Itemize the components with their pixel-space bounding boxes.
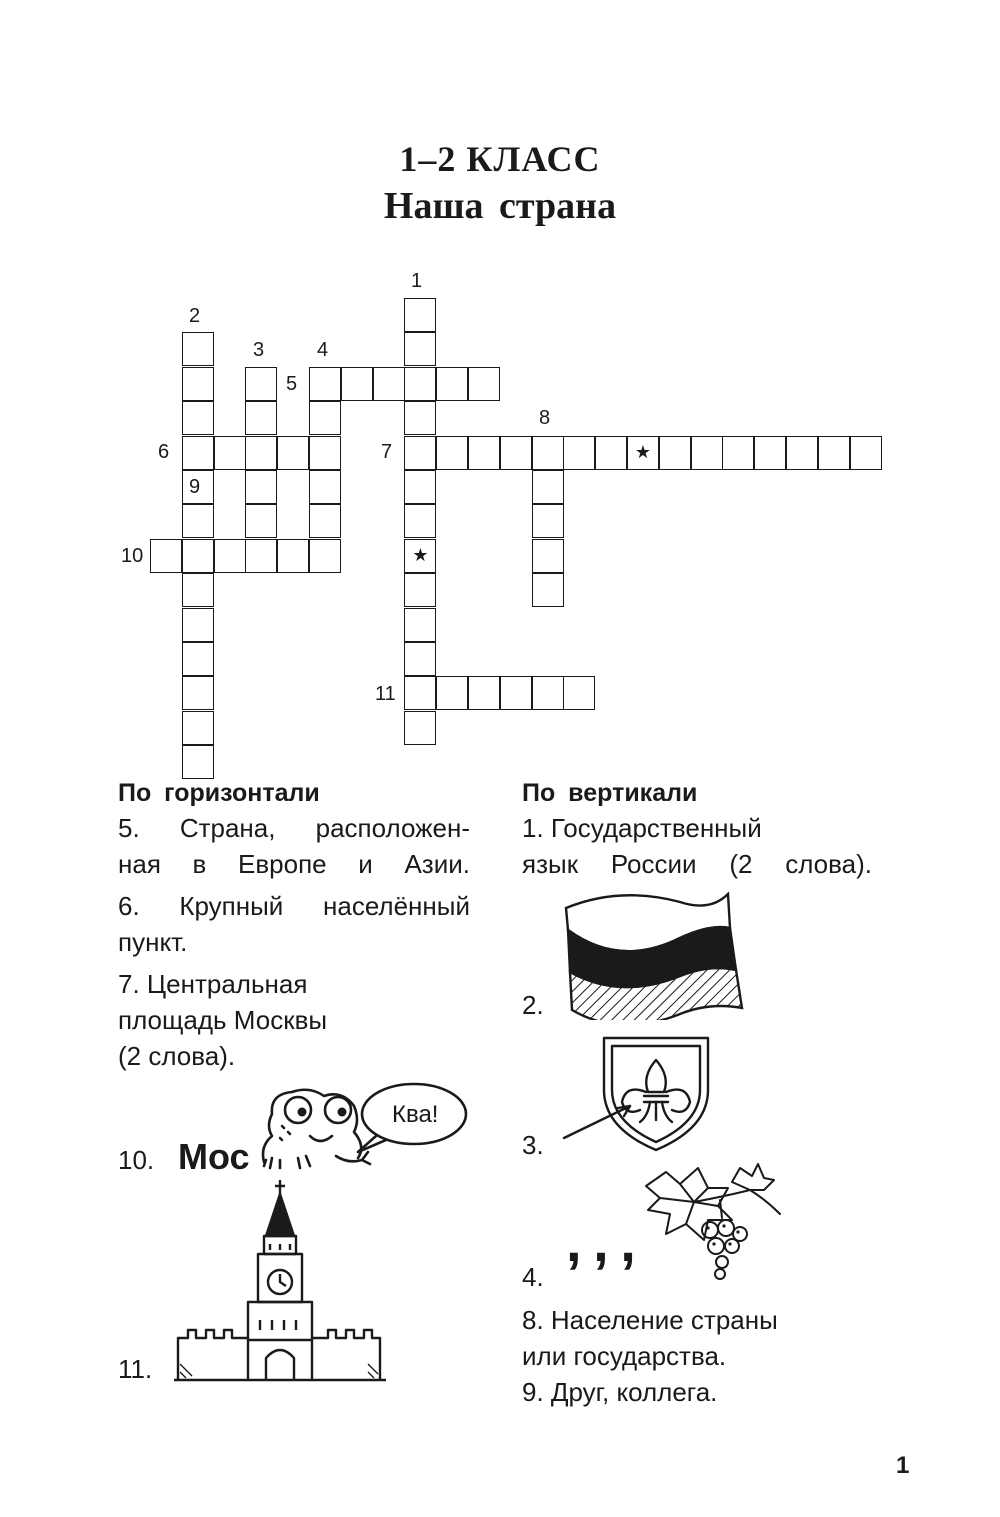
frog-picture [258, 1060, 474, 1176]
crossword-cell[interactable] [277, 436, 309, 470]
crossword-cell[interactable] [468, 676, 500, 710]
across-clues [118, 776, 470, 1074]
crossword-cell[interactable] [532, 504, 564, 538]
crossword-cell[interactable] [150, 539, 182, 573]
crossword-cell[interactable] [182, 436, 214, 470]
clue-6-line-2: пункт. [118, 927, 188, 957]
crossword-cell[interactable] [245, 539, 277, 573]
clue-4-label: 4. [522, 1262, 544, 1292]
grid-number-6: 6 [158, 441, 170, 463]
grid-number-3: 3 [253, 339, 265, 361]
crossword-cell[interactable] [182, 745, 214, 779]
page-number: 1 [896, 1452, 910, 1479]
crossword-cell[interactable] [214, 539, 246, 573]
crossword-cell[interactable] [404, 573, 436, 607]
crossword-cell[interactable] [309, 470, 341, 504]
clue-5-line-2: ная в Европе и Азии. [118, 849, 470, 879]
clue-11-label: 11. [118, 1354, 153, 1384]
crossword-cell[interactable] [182, 676, 214, 710]
crossword-cell[interactable] [786, 436, 818, 470]
crossword-cell[interactable] [436, 367, 468, 401]
currant-berry-picture [636, 1158, 786, 1284]
crossword-cell[interactable] [500, 676, 532, 710]
crossword-cell[interactable] [182, 711, 214, 745]
clue-1-line-1: 1. Государственный [522, 813, 762, 843]
crossword-cell[interactable] [309, 539, 341, 573]
grid-number-1: 1 [411, 270, 423, 292]
clue-8-line-1: 8. Население страны [522, 1305, 778, 1335]
grid-number-5: 5 [286, 373, 298, 395]
crossword-cell[interactable] [182, 332, 214, 366]
page-title: Наша страна [383, 185, 617, 227]
crossword-cell[interactable] [532, 436, 564, 470]
crossword-cell[interactable] [850, 436, 882, 470]
crossword-cell[interactable] [404, 608, 436, 642]
frog-speech-text: Ква! [392, 1101, 439, 1128]
grid-number-4: 4 [317, 339, 329, 361]
crossword-cell[interactable] [404, 401, 436, 435]
crossword-cell[interactable] [182, 504, 214, 538]
clue-10-word: Мос [178, 1136, 250, 1177]
grid-number-7: 7 [381, 441, 393, 463]
crossword-cell[interactable] [182, 367, 214, 401]
crossword-cell[interactable] [245, 401, 277, 435]
crossword-cell[interactable] [182, 539, 214, 573]
crossword-cell[interactable] [404, 676, 436, 710]
crossword-cell[interactable] [691, 436, 723, 470]
crossword-cell[interactable] [563, 436, 595, 470]
crossword-cell[interactable] [595, 436, 627, 470]
crossword-cell[interactable] [754, 436, 786, 470]
clue-7-line-3: (2 слова). [118, 1041, 236, 1071]
crossword-cell[interactable] [245, 504, 277, 538]
grid-number-10: 10 [121, 545, 144, 567]
down-clues [522, 776, 872, 882]
crossword-cell[interactable] [404, 298, 436, 332]
crossword-cell[interactable] [182, 608, 214, 642]
clue-5-line-1: 5. Страна, расположен- [118, 813, 470, 843]
grade-heading: 1–2 КЛАСС [399, 139, 601, 179]
crossword-star-cell[interactable]: ★ [627, 436, 659, 470]
crossword-cell[interactable] [468, 367, 500, 401]
crossword-cell[interactable] [309, 401, 341, 435]
crossword-cell[interactable] [277, 539, 309, 573]
kremlin-tower-picture [172, 1178, 392, 1384]
crossword-cell[interactable] [404, 504, 436, 538]
crossword-star-cell[interactable]: ★ [404, 539, 436, 573]
clue-1-line-2: язык России (2 слова). [522, 849, 872, 879]
crossword-cell[interactable] [182, 642, 214, 676]
crossword-cell[interactable] [309, 504, 341, 538]
crossword-cell[interactable] [722, 436, 754, 470]
crossword-cell[interactable] [341, 367, 373, 401]
clue-9: 9. Друг, коллега. [522, 1377, 718, 1407]
crossword-cell[interactable] [245, 436, 277, 470]
down-heading: По вертикали [522, 779, 698, 807]
crossword-cell[interactable] [404, 642, 436, 676]
clue-4-commas: , , , [566, 1210, 634, 1273]
crossword-cell[interactable] [245, 470, 277, 504]
clue-6-line-1: 6. Крупный населённый [118, 891, 470, 921]
crossword-cell[interactable] [404, 367, 436, 401]
crossword-cell[interactable] [563, 676, 595, 710]
crossword-cell[interactable] [468, 436, 500, 470]
crossword-cell[interactable] [404, 436, 436, 470]
crossword-cell[interactable] [309, 367, 341, 401]
crossword-cell[interactable] [532, 573, 564, 607]
grid-number-9: 9 [189, 476, 201, 498]
crossword-cell[interactable] [404, 470, 436, 504]
crossword-cell[interactable] [532, 676, 564, 710]
clue-7-line-1: 7. Центральная [118, 969, 308, 999]
crossword-cell[interactable] [436, 676, 468, 710]
crossword-cell[interactable] [436, 436, 468, 470]
coat-of-arms-picture [560, 1030, 720, 1156]
down-clues-lower [522, 1302, 872, 1410]
grid-number-2: 2 [189, 305, 201, 327]
crossword-cell[interactable] [404, 711, 436, 745]
crossword-cell[interactable] [500, 436, 532, 470]
crossword-cell[interactable] [659, 436, 691, 470]
grid-number-8: 8 [539, 407, 551, 429]
crossword-cell[interactable] [373, 367, 405, 401]
crossword-cell[interactable] [532, 539, 564, 573]
crossword-cell[interactable] [309, 436, 341, 470]
clue-3-label: 3. [522, 1130, 544, 1160]
clue-8-line-2: или государства. [522, 1341, 727, 1371]
grid-number-11: 11 [375, 683, 396, 705]
clue-7-line-2: площадь Москвы [118, 1005, 328, 1035]
crossword-cell[interactable] [532, 470, 564, 504]
clue-2-label: 2. [522, 990, 544, 1020]
crossword-cell[interactable] [245, 367, 277, 401]
across-heading: По горизонтали [118, 779, 320, 807]
crossword-cell[interactable] [818, 436, 850, 470]
crossword-cell[interactable] [182, 573, 214, 607]
crossword-cell[interactable] [214, 436, 246, 470]
clue-10-label: 10. [118, 1145, 155, 1175]
flag-picture [560, 890, 750, 1020]
crossword-cell[interactable] [182, 401, 214, 435]
crossword-cell[interactable] [404, 332, 436, 366]
